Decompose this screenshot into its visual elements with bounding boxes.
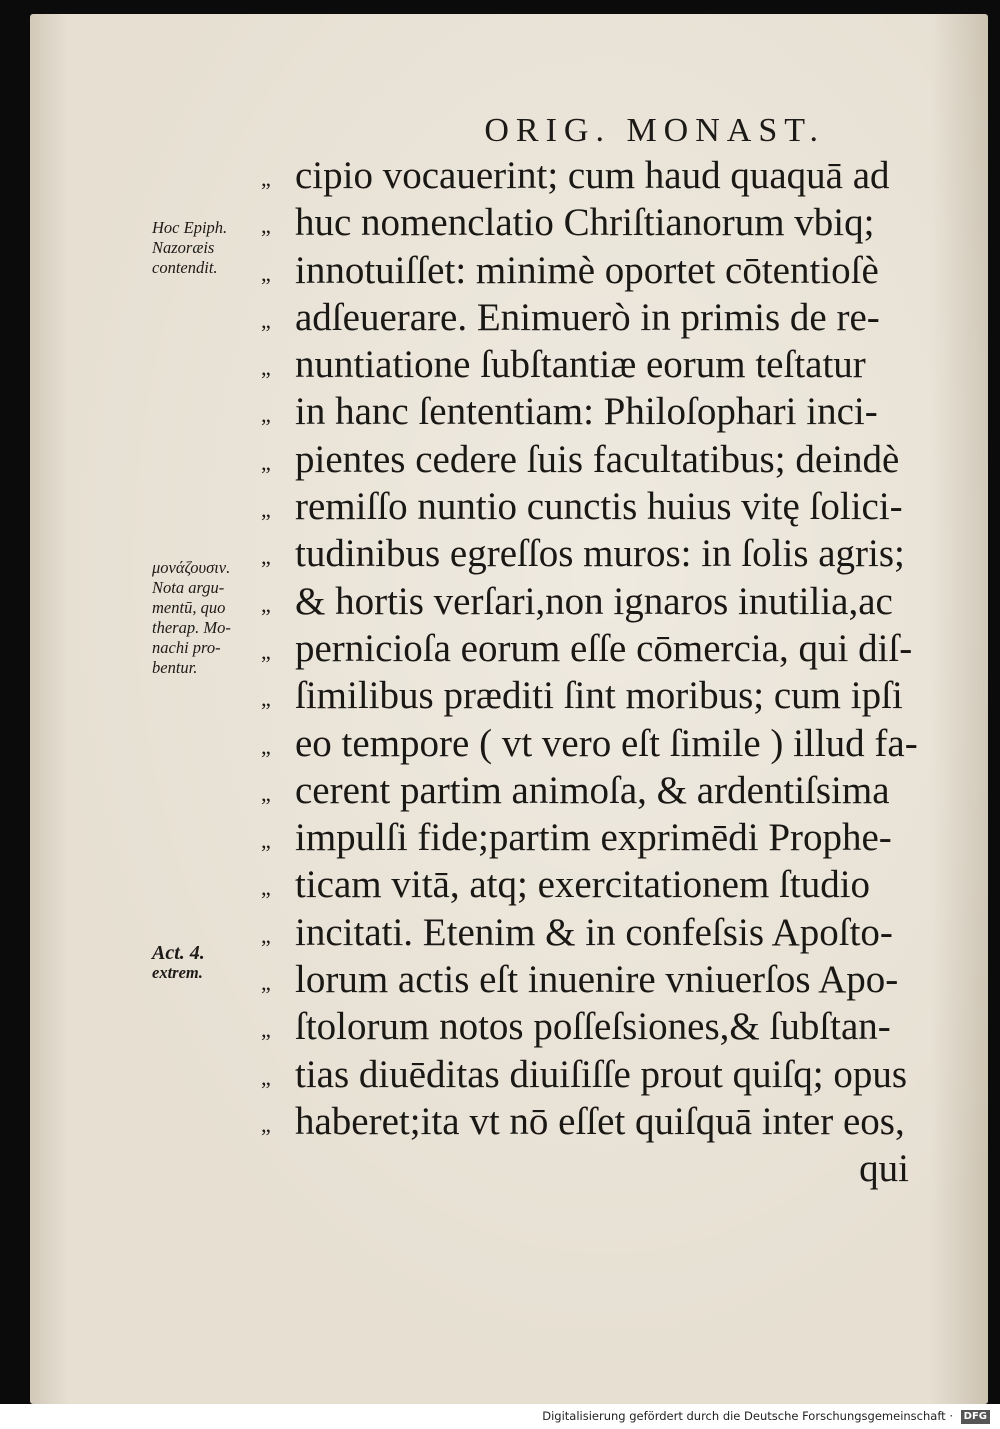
footer-text: Digitalisierung gefördert durch die Deutsche Forschungsgemeinschaft [542, 1409, 946, 1423]
text-line [261, 530, 961, 577]
line-text: ticam vitā, atq; exercitationem ſtudio [295, 863, 871, 907]
text-line [261, 956, 961, 1003]
line-text: cerent partim animoſa, & ardentiſsima [295, 768, 890, 812]
quote-mark: „ [261, 307, 270, 333]
catchword: qui [859, 1147, 909, 1191]
quote-mark: „ [261, 260, 270, 286]
line-text: haberet;ita vt nō eſſet quiſquā inter eos, [295, 1099, 905, 1143]
line-text: innotuiſſet: minimè oportet cōtentioſè [295, 248, 879, 292]
quote-mark: „ [261, 828, 270, 854]
quote-mark: „ [261, 875, 270, 901]
quote-mark: „ [261, 591, 270, 617]
text-line [261, 578, 961, 625]
quote-mark: „ [261, 922, 270, 948]
quote-mark: „ [261, 780, 270, 806]
line-text: huc nomenclatio Chriſtianorum vbiq; [295, 201, 875, 245]
line-text: tudinibus egreſſos muros: in ſolis agris; [295, 532, 905, 576]
main-text-block [261, 152, 961, 1193]
margin-line: Hoc Epiph. [152, 218, 228, 237]
line-text: cipio vocauerint; cum haud quaquā ad [295, 154, 890, 197]
text-line [261, 767, 961, 814]
dfg-logo: DFG [961, 1410, 990, 1424]
margin-line: Nazoræis [152, 238, 215, 257]
running-header: ORIG. MONAST. [484, 112, 825, 149]
text-line [261, 814, 961, 861]
line-text: nuntiatione ſubſtantiæ eorum teſtatur [295, 343, 866, 387]
margin-line: nachi pro- [152, 638, 221, 657]
text-line [261, 247, 961, 294]
line-text: ſimilibus præditi ſint moribus; cum ipſi [295, 674, 903, 718]
text-line [261, 720, 961, 767]
line-text: & hortis verſari,non ignaros inutilia,ac [295, 579, 893, 623]
quote-mark: „ [261, 544, 270, 570]
line-text: eo tempore ( vt vero eſt ſimile ) illud fa- [295, 721, 918, 765]
text-line [261, 672, 961, 719]
text-line [261, 436, 961, 483]
line-text: remiſſo nuntio cunctis huius vitę ſolici- [295, 485, 903, 529]
line-text: ſtolorum notos poſſeſsiones,& ſubſtan- [295, 1005, 891, 1049]
line-text: lorum actis eſt inuenire vniuerſos Apo- [295, 958, 899, 1002]
funding-footer [0, 1404, 1000, 1429]
line-text: pientes cedere ſuis facultatibus; deindè [295, 437, 900, 481]
margin-line: extrem. [152, 963, 203, 982]
text-line [261, 1051, 961, 1098]
margin-line: Act. 4. [152, 942, 205, 964]
line-text: tias diuēditas diuiſiſſe prout quiſq; opus [295, 1052, 908, 1096]
marginal-note-3 [152, 943, 205, 983]
margin-line: Nota argu- [152, 578, 225, 597]
margin-line: μονάζουσιν. [152, 558, 231, 577]
line-text: impulſi fide;partim exprimēdi Prophe- [295, 816, 892, 860]
quote-mark: „ [261, 970, 270, 996]
text-line [261, 625, 961, 672]
quote-mark: „ [261, 638, 270, 664]
text-line [261, 1098, 961, 1145]
margin-line: contendit. [152, 258, 218, 277]
text-line [261, 483, 961, 530]
line-text: incitati. Etenim & in confeſsis Apoſto- [295, 910, 893, 954]
text-line [261, 152, 961, 199]
text-line [261, 341, 961, 388]
margin-line: therap. Mo- [152, 618, 231, 637]
margin-line: mentū, quo [152, 598, 226, 617]
quote-mark: „ [261, 1111, 270, 1137]
line-text: in hanc ſententiam: Philoſophari inci- [295, 390, 878, 434]
footer-separator: · [949, 1409, 953, 1423]
quote-mark: „ [261, 497, 270, 523]
margin-line: bentur. [152, 658, 198, 677]
quote-mark: „ [261, 166, 270, 191]
text-line [261, 1003, 961, 1050]
text-line [261, 294, 961, 341]
text-line [261, 909, 961, 956]
quote-mark: „ [261, 1064, 270, 1090]
line-text: pernicioſa eorum eſſe cōmercia, qui diſ- [295, 626, 913, 670]
text-line [261, 861, 961, 908]
text-line [261, 199, 961, 246]
quote-mark: „ [261, 686, 270, 712]
quote-mark: „ [261, 733, 270, 759]
quote-mark: „ [261, 213, 270, 239]
quote-mark: „ [261, 355, 270, 381]
quote-mark: „ [261, 1017, 270, 1043]
marginal-note-2 [152, 558, 231, 678]
quote-mark: „ [261, 402, 270, 428]
marginal-note-1 [152, 218, 227, 278]
line-text: adſeuerare. Enimuerò in primis de re- [295, 295, 880, 339]
quote-mark: „ [261, 449, 270, 475]
text-line [261, 388, 961, 435]
